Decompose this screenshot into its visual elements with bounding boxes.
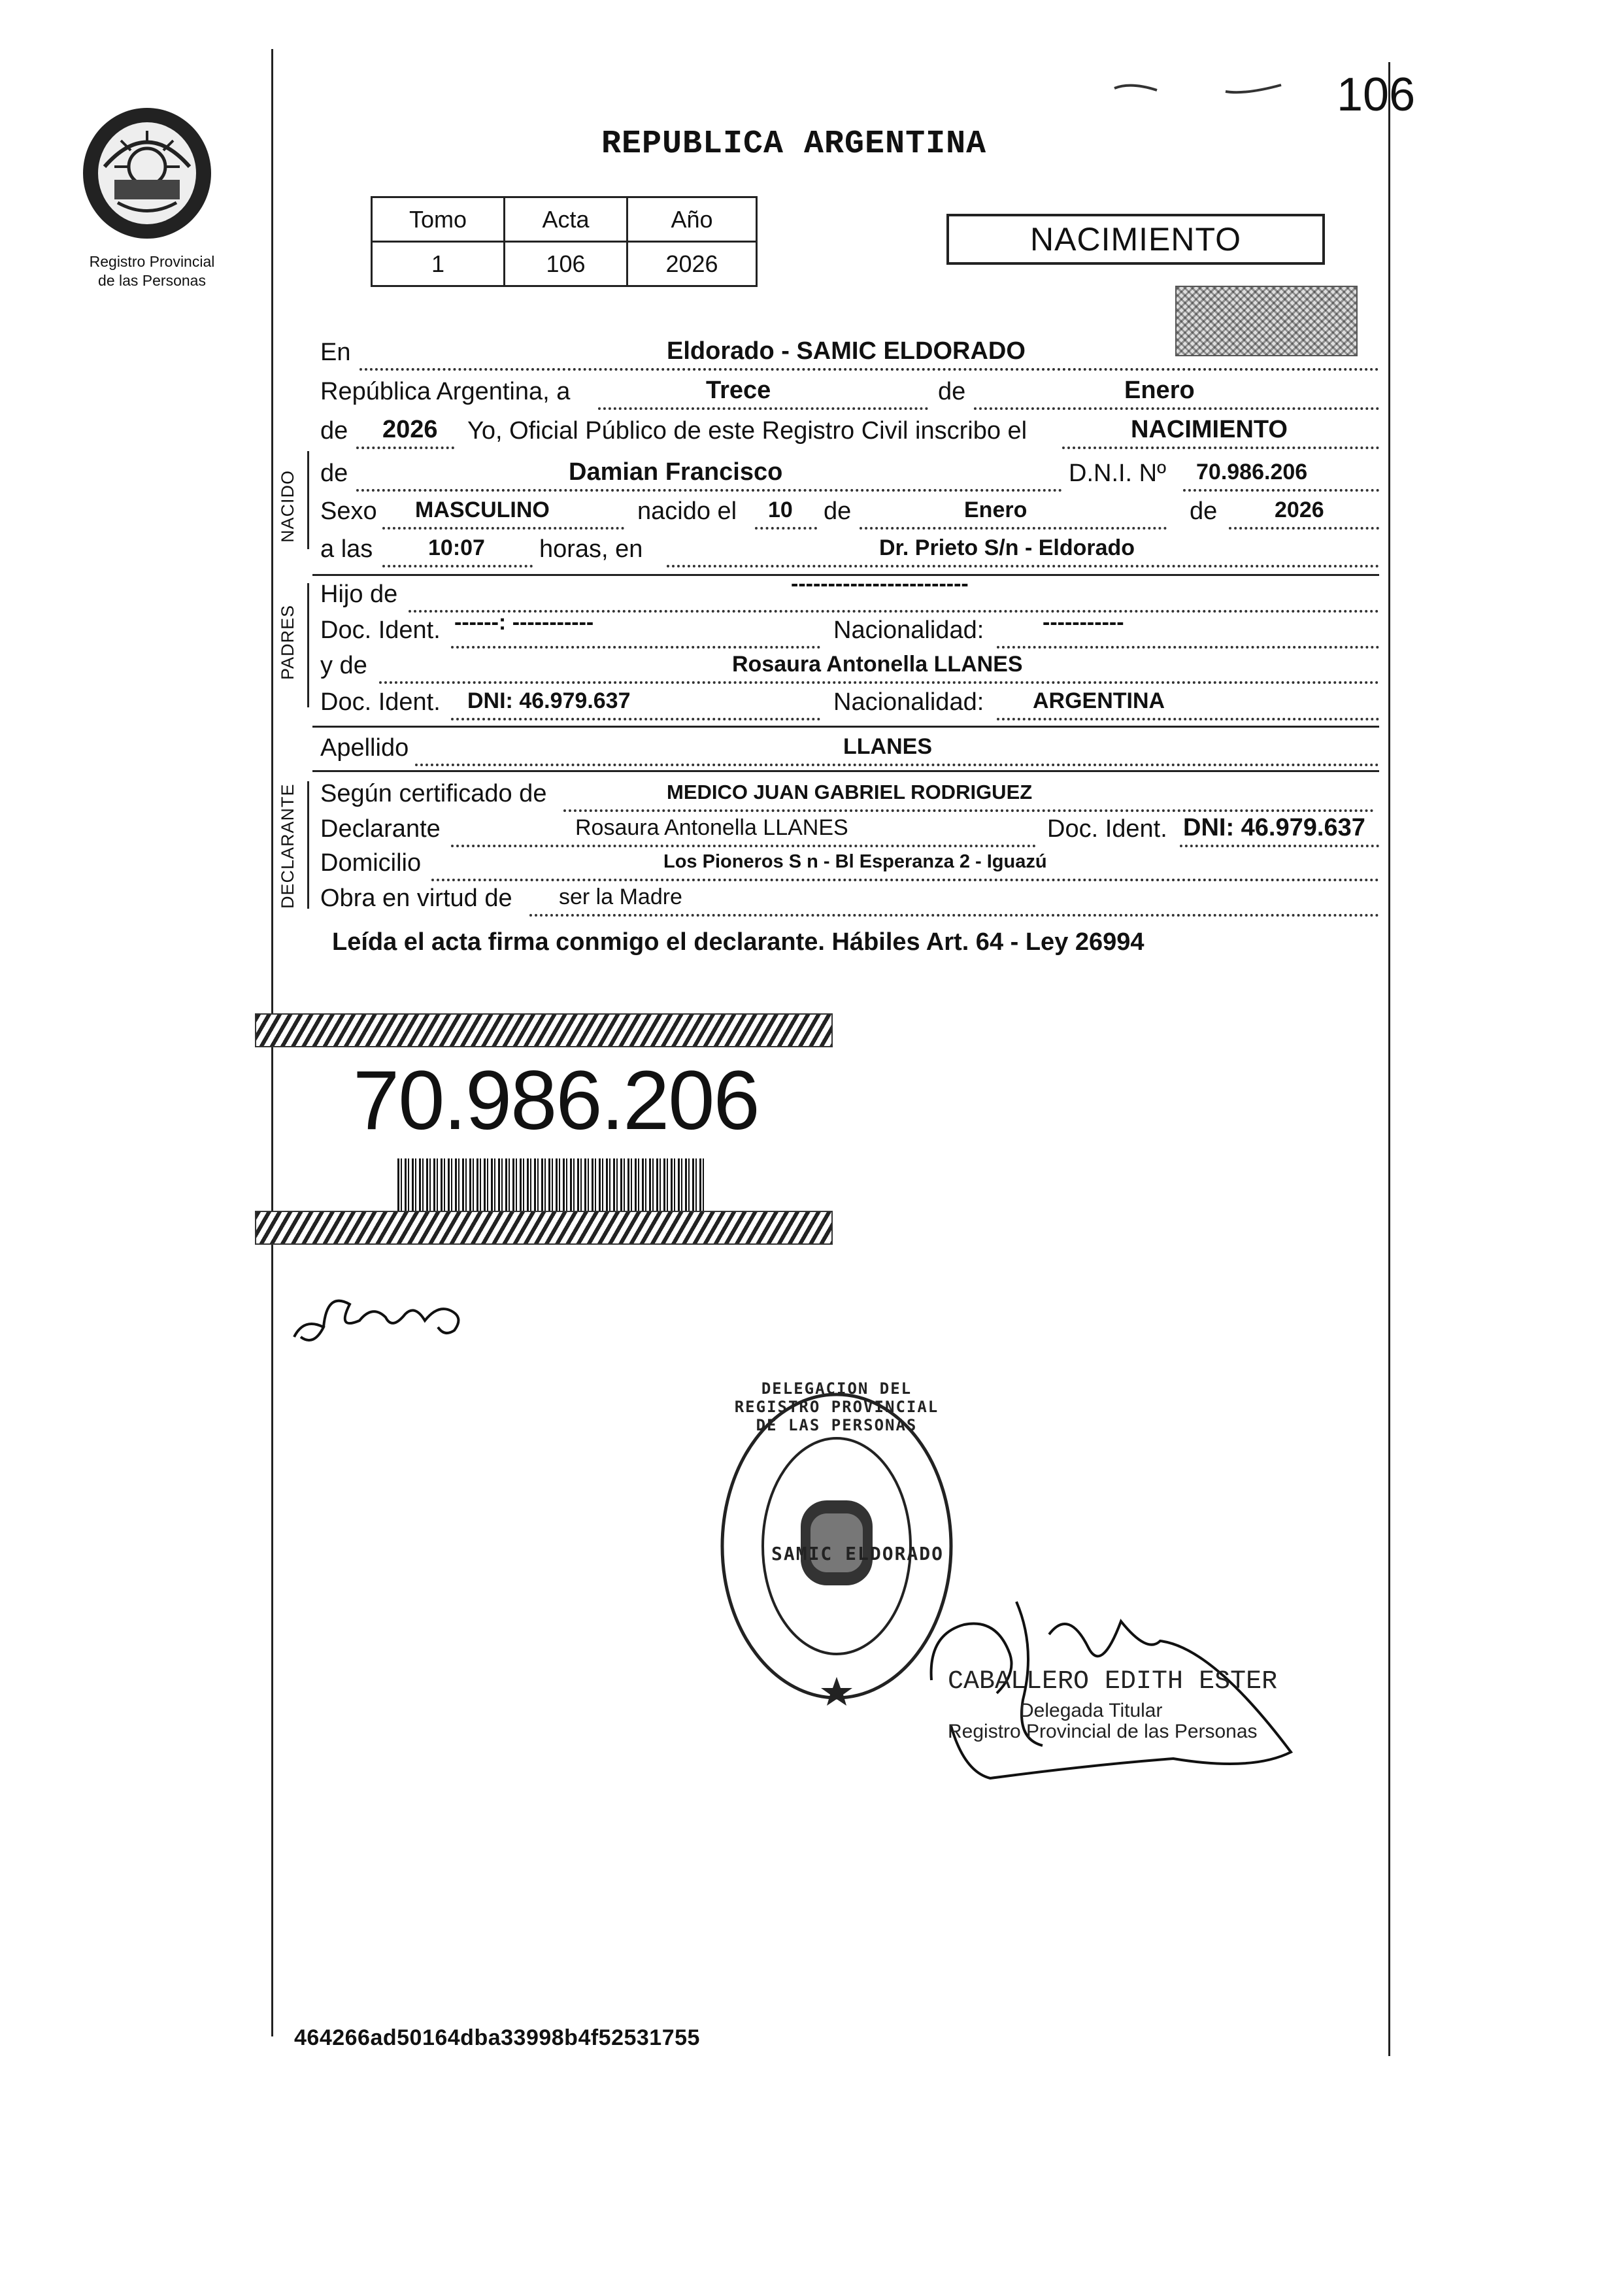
- value-month: Enero: [1124, 377, 1195, 404]
- country-title: REPUBLICA ARGENTINA: [601, 126, 987, 163]
- label-de: de: [824, 498, 852, 525]
- value-act-type: NACIMIENTO: [1131, 416, 1288, 443]
- value-sex: MASCULINO: [415, 498, 550, 522]
- label-certificado: Según certificado de: [320, 780, 547, 807]
- row-mother: [320, 650, 1379, 684]
- security-pattern-bottom: [255, 1211, 833, 1245]
- barcode-number: 70.986.206: [353, 1054, 759, 1147]
- acta-header: Acta: [505, 197, 627, 242]
- row-date: [320, 376, 1379, 410]
- label-dni: D.N.I. Nº: [1069, 460, 1166, 487]
- row-declarante: [320, 813, 1379, 847]
- row-obra: [320, 883, 1379, 917]
- document-hash: 464266ad50164dba33998b4f52531755: [294, 2025, 700, 2050]
- section-divider: [312, 770, 1379, 772]
- value-father-nationality: -----------: [1043, 610, 1124, 635]
- value-birth-year: 2026: [1275, 498, 1324, 522]
- value-birth-month: Enero: [964, 498, 1028, 522]
- label-apellido: Apellido: [320, 734, 409, 762]
- label-officer: Yo, Oficial Público de este Registro Civil inscribo el: [467, 417, 1028, 445]
- label-doc-ident: Doc. Ident.: [320, 616, 441, 644]
- label-nacionalidad: Nacionalidad:: [833, 616, 984, 644]
- legal-footnote: Leída el acta firma conmigo el declarante. Hábiles Art. 64 - Ley 26994: [332, 928, 1145, 956]
- label-sexo: Sexo: [320, 498, 377, 525]
- section-label-nacido: NACIDO: [278, 469, 297, 543]
- row-place: [320, 337, 1379, 371]
- value-child-name: Damian Francisco: [569, 458, 783, 486]
- value-year: 2026: [382, 416, 438, 443]
- value-father-name: ------------------------: [791, 571, 969, 596]
- label-republica: República Argentina, a: [320, 378, 571, 405]
- top-mark-scribble: [1111, 69, 1301, 109]
- row-apellido: [320, 732, 1379, 766]
- row-officer: [320, 415, 1379, 449]
- label-a-las: a las: [320, 535, 373, 563]
- value-capacity: ser la Madre: [559, 885, 682, 909]
- registrar-name: CABALLERO EDITH ESTER: [948, 1667, 1278, 1697]
- nacido-bracket-line: [307, 451, 309, 549]
- label-de: de: [938, 378, 966, 405]
- value-mother-name: Rosaura Antonella LLANES: [732, 652, 1023, 677]
- label-de: de: [320, 460, 348, 487]
- tomo-value: 1: [372, 242, 505, 286]
- value-time: 10:07: [428, 535, 485, 560]
- registrar-office: Registro Provincial de las Personas: [948, 1721, 1258, 1742]
- acta-value: 106: [505, 242, 627, 286]
- section-divider: [312, 726, 1379, 728]
- label-doc-ident: Doc. Ident.: [1047, 815, 1167, 843]
- value-day-word: Trece: [706, 377, 771, 404]
- registry-name-line2: de las Personas: [98, 272, 206, 289]
- label-en: En: [320, 339, 351, 366]
- right-margin-line: [1388, 62, 1390, 2056]
- page-number: 106: [1337, 69, 1416, 121]
- row-nacido-sex: [320, 496, 1379, 530]
- label-horas-en: horas, en: [539, 535, 643, 563]
- section-label-padres: PADRES: [278, 604, 297, 680]
- padres-bracket-line: [307, 583, 309, 707]
- label-de: de: [320, 417, 348, 445]
- declarante-bracket-line: [307, 781, 309, 909]
- value-mother-doc: DNI: 46.979.637: [467, 688, 631, 713]
- value-father-doc: ------: -----------: [454, 610, 594, 635]
- value-apellido: LLANES: [843, 734, 932, 759]
- row-mother-doc: [320, 686, 1379, 720]
- anio-value: 2026: [627, 242, 757, 286]
- label-doc-ident: Doc. Ident.: [320, 688, 441, 716]
- value-certificate: MEDICO JUAN GABRIEL RODRIGUEZ: [667, 781, 1033, 803]
- value-declarante-name: Rosaura Antonella LLANES: [575, 815, 848, 840]
- value-birth-day: 10: [768, 498, 793, 522]
- row-certificado: [320, 778, 1379, 812]
- value-child-dni: 70.986.206: [1196, 460, 1308, 484]
- stamp-outer-text: DELEGACION DEL REGISTRO PROVINCIAL DE LAS PERSONAS: [734, 1379, 939, 1434]
- registry-name-line1: Registro Provincial: [89, 253, 215, 270]
- section-label-declarante: DECLARANTE: [278, 783, 297, 909]
- value-declarante-doc: DNI: 46.979.637: [1183, 814, 1365, 841]
- misiones-emblem-icon: [78, 105, 216, 242]
- label-domicilio: Domicilio: [320, 849, 422, 877]
- barcode: [397, 1158, 705, 1211]
- value-address: Los Pioneros S n - Bl Esperanza 2 - Iguazú: [663, 851, 1047, 872]
- stamp-inner-text: SAMIC ELDORADO: [771, 1543, 944, 1564]
- label-nacido-el: nacido el: [637, 498, 737, 525]
- row-father-doc: [320, 610, 1379, 649]
- label-obra: Obra en virtud de: [320, 885, 512, 912]
- value-birth-place: Dr. Prieto S/n - Eldorado: [879, 535, 1135, 560]
- row-domicilio: [320, 847, 1379, 881]
- label-declarante: Declarante: [320, 815, 441, 843]
- registrar-title: Delegada Titular: [1020, 1700, 1163, 1721]
- label-hijo-de: Hijo de: [320, 581, 398, 608]
- label-nacionalidad: Nacionalidad:: [833, 688, 984, 716]
- row-nacido-time: [320, 533, 1379, 567]
- value-mother-nationality: ARGENTINA: [1033, 688, 1165, 713]
- tomo-acta-anio-table: [371, 196, 758, 287]
- label-y-de: y de: [320, 652, 367, 679]
- label-de: de: [1190, 498, 1218, 525]
- row-nacido-name: [320, 458, 1379, 492]
- security-pattern-top: [255, 1013, 833, 1047]
- tomo-header: Tomo: [372, 197, 505, 242]
- value-place: Eldorado - SAMIC ELDORADO: [667, 337, 1026, 365]
- declarant-signature: [288, 1265, 477, 1360]
- record-type-box: NACIMIENTO: [946, 214, 1325, 265]
- anio-header: Año: [627, 197, 757, 242]
